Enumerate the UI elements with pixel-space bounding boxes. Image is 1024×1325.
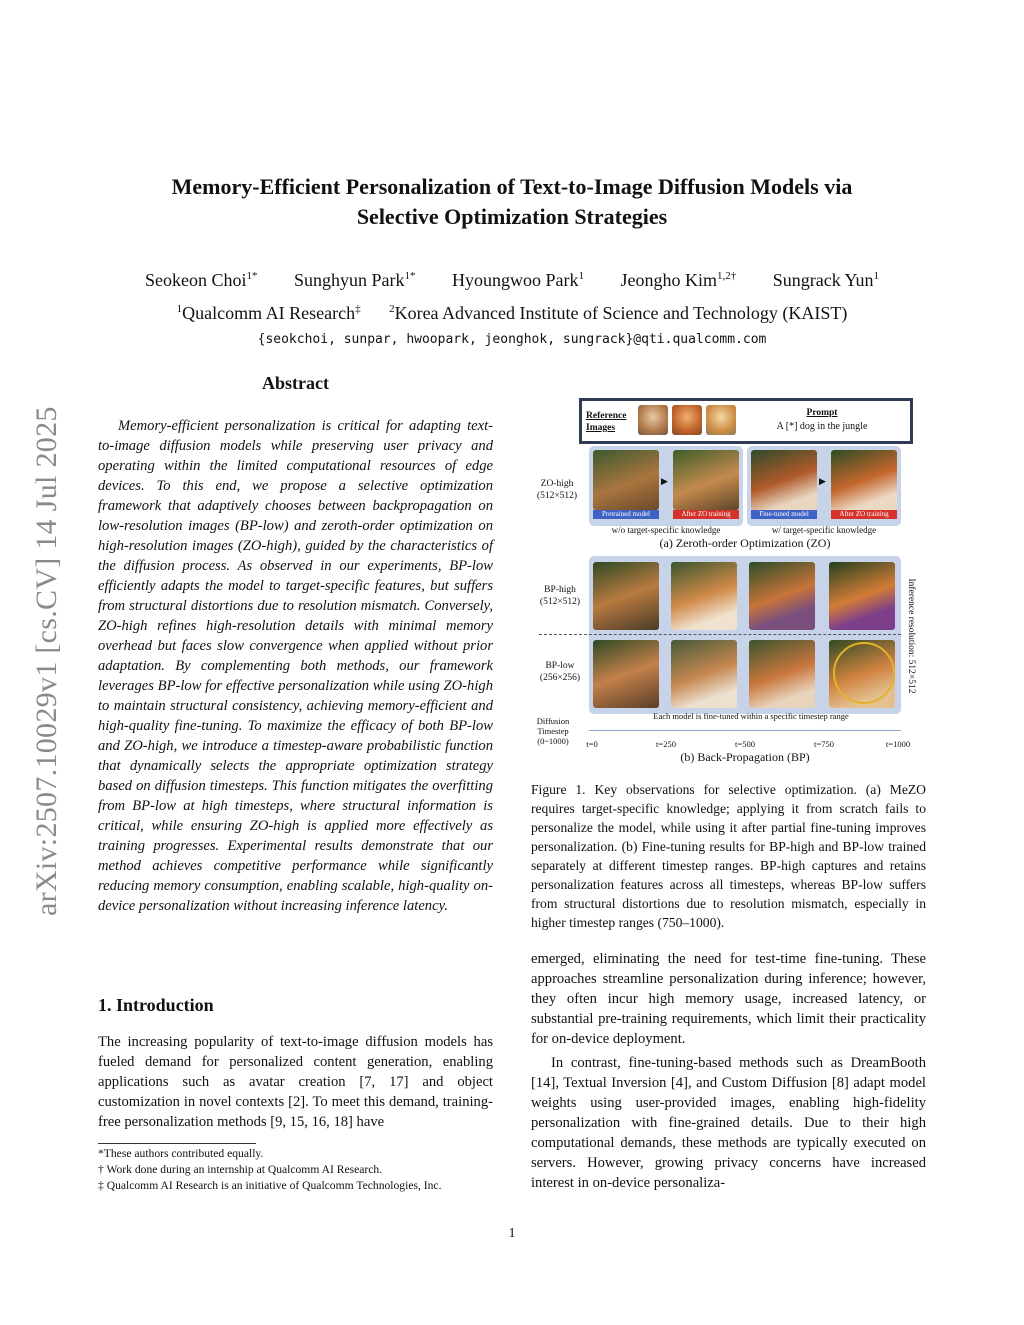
generated-photo — [751, 450, 817, 510]
arxiv-identifier: arXiv:2507.10029v1 [cs.CV] 14 Jul 2025 — [30, 406, 63, 916]
model-tag: Fine-tuned model — [751, 510, 817, 519]
row-divider — [539, 634, 901, 635]
generated-photo — [831, 450, 897, 510]
generated-photo — [593, 640, 659, 708]
reference-photo — [706, 405, 736, 435]
affiliations — [0, 303, 1024, 324]
generated-photo — [593, 450, 659, 510]
prompt-label: Prompt — [806, 408, 838, 418]
timestep-tick: t=1000 — [885, 739, 911, 749]
author: Sungrack Yun$^1$ — [772, 270, 880, 290]
zo-subfigure-title: (a) Zeroth-order Optimization (ZO) — [659, 536, 831, 550]
section-heading-introduction: 1. Introduction — [98, 995, 214, 1015]
affiliation: $^2$Korea Advanced Institute of Science and Technology (KAIST) — [389, 303, 848, 323]
introduction-paragraph-1: The increasing popularity of text-to-image diffusion models has fueled demand for personalized content generation, enabling applications such as avatar creation [7, 17] and object customization in novel contexts [2]. To meet this demand, training-free personalization methods [9, 15, 16, 18] have — [98, 1034, 493, 1130]
model-tag: After ZO training — [673, 510, 739, 519]
introduction-paragraph-3: In contrast, fine-tuning-based methods such as DreamBooth [14], Textual Inversion [4], and Custom Diffusion [8] adapt model weights using user-provided images, enabling high-fidelity personalization with fine-grained details. Due to their high computational demands, these methods are typically executed on servers. However, growing privacy concerns have increased interest in on-device personaliza- — [531, 1055, 926, 1191]
generated-photo — [593, 562, 659, 630]
reference-photo — [672, 405, 702, 435]
author: Sunghyun Park$^{1*}$ — [293, 270, 416, 290]
model-tag: Pretrained model — [593, 510, 659, 519]
reference-images-label: Reference Images — [586, 411, 627, 433]
generated-photo — [671, 640, 737, 708]
arrow-icon: ▶ — [661, 476, 668, 486]
generated-photo — [671, 562, 737, 630]
reference-photo — [638, 405, 668, 435]
author-emails: {seokchoi, sunpar, hwoopark, jeonghok, sungrack}@qti.qualcomm.com — [257, 332, 767, 347]
zo-high-label: ZO-high (512×512) — [536, 479, 578, 501]
footnote: † Work done during an internship at Qualcomm AI Research. — [98, 1163, 383, 1176]
bp-low-label: BP-low (256×256) — [539, 661, 581, 683]
timestep-axis — [589, 730, 901, 731]
timestep-tick: t=0 — [586, 739, 598, 749]
abstract-heading: Abstract — [262, 373, 329, 393]
title-line-1: Memory-Efficient Personalization of Text-to-Image Diffusion Models via — [171, 174, 853, 199]
introduction-paragraph-2: emerged, eliminating the need for test-time fine-tuning. These approaches streamline personalization during inference; however, they often incur high memory usage, increased latency, or substantial pre-training requirements, which limit their practicality for on-device deployment. — [531, 951, 926, 1047]
paper-title — [0, 172, 1024, 232]
page-number: 1 — [508, 1226, 516, 1241]
timestep-tick: t=250 — [656, 739, 676, 749]
author-list — [0, 270, 1024, 291]
affiliation: $^1$Qualcomm AI Research‡ — [176, 303, 361, 323]
prompt-text: A [*] dog in the jungle — [776, 421, 868, 432]
timestep-tick: t=750 — [814, 739, 834, 749]
abstract-body: Memory-efficient personalization is critical for adapting text-to-image diffusion models while preserving user privacy and operating within the limited computational resources of edge devices. To this end, we propose a selective optimization framework that adaptively chooses between backpropagation on low-resolution images (BP-low) and zeroth-order optimization on high-resolution images (ZO-high), guided by the characteristics of the diffusion process. As observed in our experiments, BP-low efficiently adapts the model to target-specific features, but suffers from structural distortions due to resolution mismatch. Conversely, ZO-high refines high-resolution details with minimal memory overhead but faces slow convergence when applied without prior adaptation. By complementing both methods, our framework leverages BP-low for effective personalization while using ZO-high to maintain structural consistency, achieving memory-efficient and high-quality fine-tuning. To maximize the efficacy of both BP-low and ZO-high, we introduce a timestep-aware probabilistic function that dynamically selects the appropriate optimization strategy based on diffusion timesteps. This function mitigates the overfitting from BP-low at high timesteps, where structural information is critical, while ensuring ZO-high is applied more effectively as training progresses. Experimental results demonstrate that our method achieves competitive performance while significantly reducing memory consumption, enabling scalable, high-quality on-device personalization without increasing inference latency. — [98, 418, 493, 914]
with-knowledge-label: w/ target-specific knowledge — [771, 525, 877, 535]
generated-photo — [673, 450, 739, 510]
arrow-icon: ▶ — [819, 476, 826, 486]
model-tag: After ZO training — [831, 510, 897, 519]
timestep-axis-label: Diffusion Timestep (0~1000) — [536, 716, 570, 746]
footnote-rule — [98, 1143, 256, 1144]
figure-1 — [531, 396, 926, 766]
bp-subfigure-title: (b) Back-Propagation (BP) — [680, 750, 810, 764]
generated-photo — [749, 640, 815, 708]
footnotes — [98, 1146, 518, 1194]
timestep-note: Each model is fine-tuned within a specific timestep range — [653, 711, 849, 721]
footnote: ‡ Qualcomm AI Research is an initiative of Qualcomm Technologies, Inc. — [98, 1179, 442, 1192]
generated-photo — [829, 562, 895, 630]
inference-resolution-label: Inference resolution: 512×512 — [906, 578, 916, 694]
title-line-2: Selective Optimization Strategies — [356, 204, 668, 229]
author: Seokeon Choi$^{1*}$ — [144, 270, 258, 290]
without-knowledge-label: w/o target-specific knowledge — [611, 525, 721, 535]
bp-high-label: BP-high (512×512) — [539, 585, 581, 607]
footnote: *These authors contributed equally. — [98, 1147, 264, 1160]
reference-prompt-box — [579, 398, 913, 444]
figure-caption: Figure 1. Key observations for selective optimization. (a) MeZO requires target-specific knowledge; applying it from scratch fails to personalize the model, while using it after partial fine-tuning improves personalization. (b) Fine-tuning results for BP-high and BP-low trained separately at different timestep ranges. BP-high captures and retains personalization features across all timesteps, whereas BP-low suffers from structural distortions due to resolution mismatch, especially in higher timestep ranges (750–1000). — [531, 782, 926, 930]
author: Hyoungwoo Park$^1$ — [451, 270, 584, 290]
timestep-tick: t=500 — [735, 739, 755, 749]
generated-photo — [749, 562, 815, 630]
distortion-highlight-circle — [833, 642, 895, 704]
author: Jeongho Kim$^{1,2\dagger}$ — [620, 270, 737, 290]
right-column-text — [531, 949, 926, 1193]
